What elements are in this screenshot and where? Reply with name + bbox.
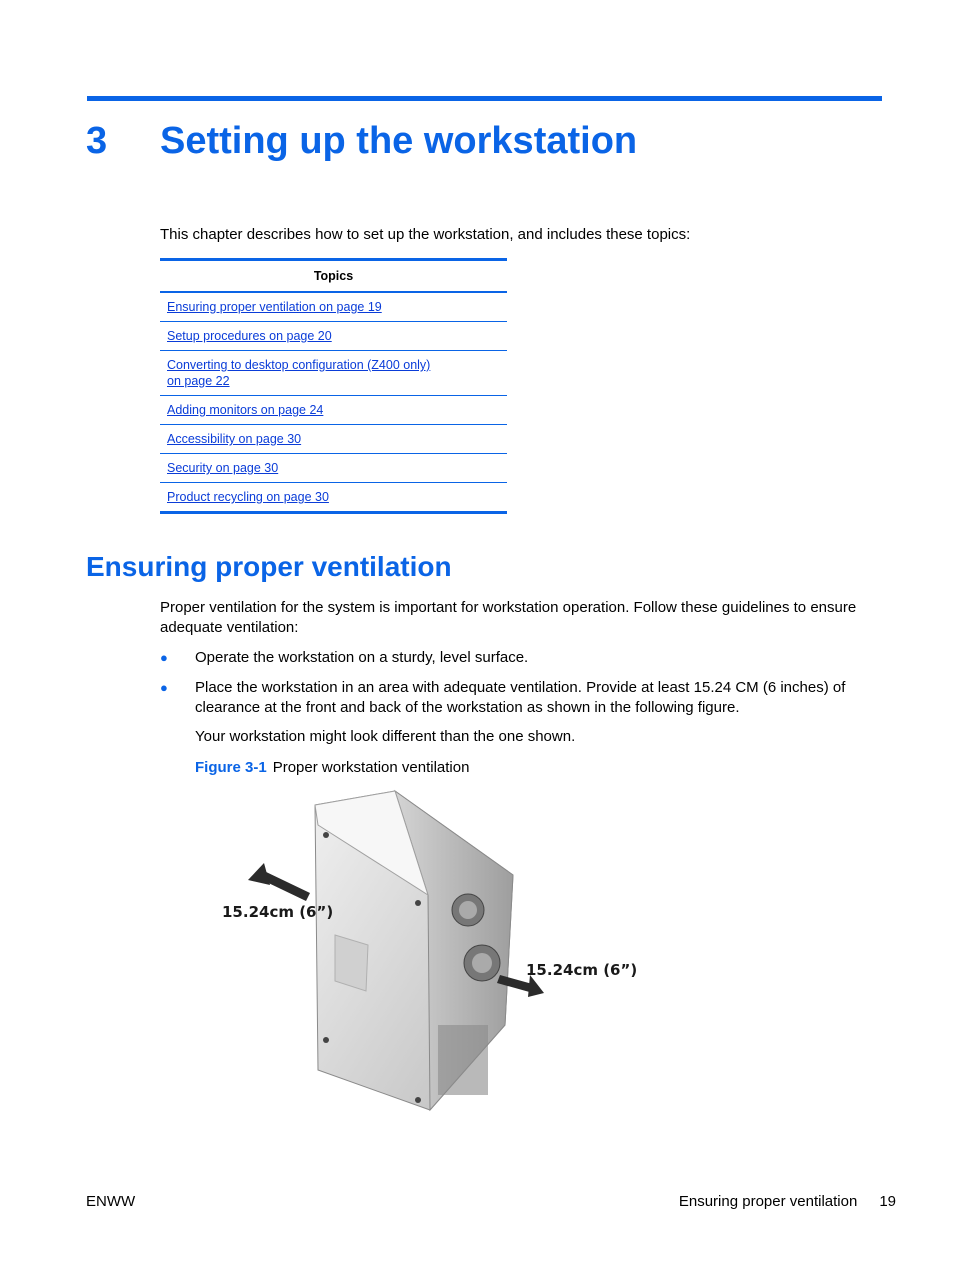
rear-fan-hub [472,953,492,973]
expansion-slots [438,1025,488,1095]
topic-link-converting-page[interactable]: on page 22 [167,374,230,388]
topic-row [160,293,507,322]
topic-link-converting[interactable]: Converting to desktop configuration (Z400 only) [167,358,431,372]
figure-caption [195,759,469,776]
topic-link-security[interactable]: Security on page 30 [167,461,279,475]
front-arrow-head [248,863,270,885]
topics-header: Topics [160,261,507,293]
footer-right [679,1193,896,1210]
figure-caption-text: Proper workstation ventilation [272,759,470,776]
footer-section: Ensuring proper ventilation [678,1193,858,1210]
topic-link-ventilation[interactable]: Ensuring proper ventilation on page 19 [167,300,382,314]
front-clearance-label: 15.24cm (6”) [222,903,334,921]
hp-logo-icon [335,935,368,991]
topic-row [160,425,507,454]
chapter-number: 3 [86,120,108,162]
workstation-ventilation-figure [200,785,640,1120]
chapter-title: Setting up the workstation [160,120,638,162]
topic-row [160,322,507,351]
section-title: Ensuring proper ventilation [86,551,452,582]
page-number: 19 [879,1193,896,1210]
footer-left: ENWW [86,1193,136,1210]
topic-link-monitors[interactable]: Adding monitors on page 24 [167,403,324,417]
topic-link-recycling[interactable]: Product recycling on page 30 [167,490,329,504]
topics-table [160,258,507,514]
chapter-intro: This chapter describes how to set up the workstation, and includes these topics: [160,226,691,243]
bullet-icon: ● [160,650,168,665]
topic-row [160,454,507,483]
rear-clearance-label: 15.24cm (6”) [526,961,638,979]
figure-note: Your workstation might look different than the one shown. [195,728,576,745]
topic-link-setup[interactable]: Setup procedures on page 20 [167,329,332,343]
bullet-text: Place the workstation in an area with adequate ventilation. Provide at least 15.24 CM (6 inches) of clearance at the front and back of the workstation as shown in the following figure. [195,679,846,716]
bullet-icon: ● [160,680,168,695]
topic-link-accessibility[interactable]: Accessibility on page 30 [167,432,302,446]
bullet-text: Operate the workstation on a sturdy, level surface. [195,649,529,666]
topic-row [160,351,507,396]
section-paragraph: Proper ventilation for the system is important for workstation operation. Follow these guidelines to ensure adequate ventilation: [160,599,857,636]
topic-row [160,483,507,514]
psu-fan-hub [459,901,477,919]
figure-label: Figure 3-1 [195,759,267,776]
topic-row [160,396,507,425]
chapter-top-rule [87,96,882,101]
